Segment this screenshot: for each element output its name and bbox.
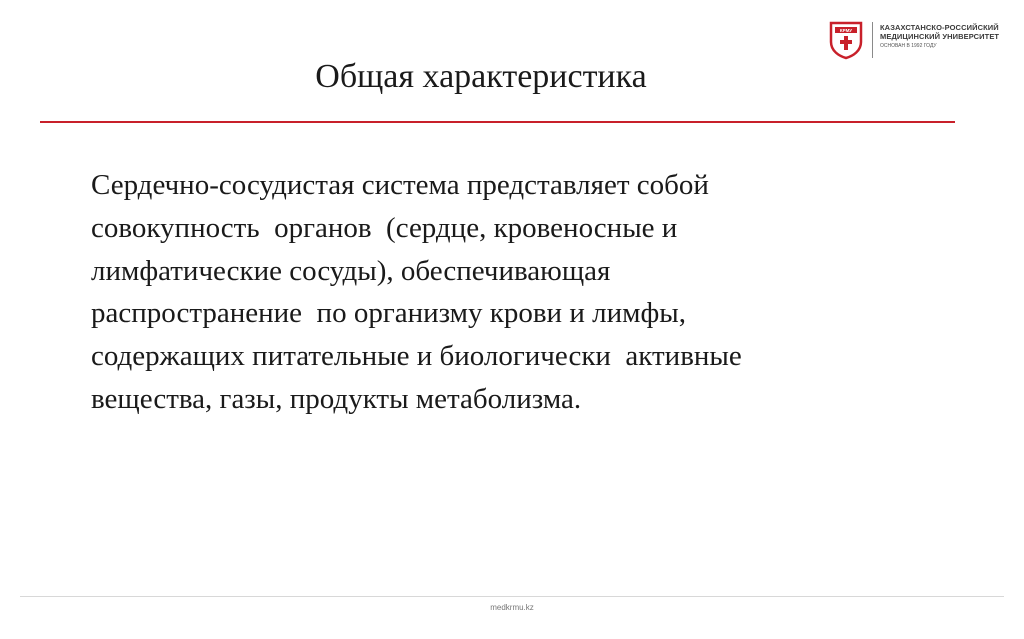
crest-text: КРМУ: [839, 28, 853, 33]
university-name-line-1: КАЗАХСТАНСКО-РОССИЙСКИЙ: [880, 23, 999, 32]
slide-body-text: [91, 164, 891, 421]
founded-text: ОСНОВАН В 1992 ГОДУ: [880, 43, 937, 49]
university-logo: [828, 20, 1008, 60]
body-line: лимфатические сосуды), обеспечивающая: [91, 254, 611, 287]
body-line: вещества, газы, продукты метаболизма.: [91, 382, 582, 415]
university-name: [880, 23, 999, 41]
body-line: содержащих питательные и биологически активные: [91, 340, 742, 373]
slide-title: Общая характеристика: [315, 58, 647, 95]
university-name-line-2: МЕДИЦИНСКИЙ УНИВЕРСИТЕТ: [880, 32, 1000, 41]
body-line: распространение по организму крови и лимфы,: [91, 297, 686, 330]
logo-divider: [872, 22, 873, 58]
footer-url: medkrmu.kz: [490, 603, 534, 612]
university-crest-icon: [828, 20, 864, 60]
body-line: Сердечно-сосудистая система представляет собой: [91, 169, 709, 201]
footer-divider: [20, 596, 1004, 597]
title-underline: [40, 121, 955, 123]
body-line: совокупность органов (сердце, кровеносные и: [91, 211, 678, 244]
